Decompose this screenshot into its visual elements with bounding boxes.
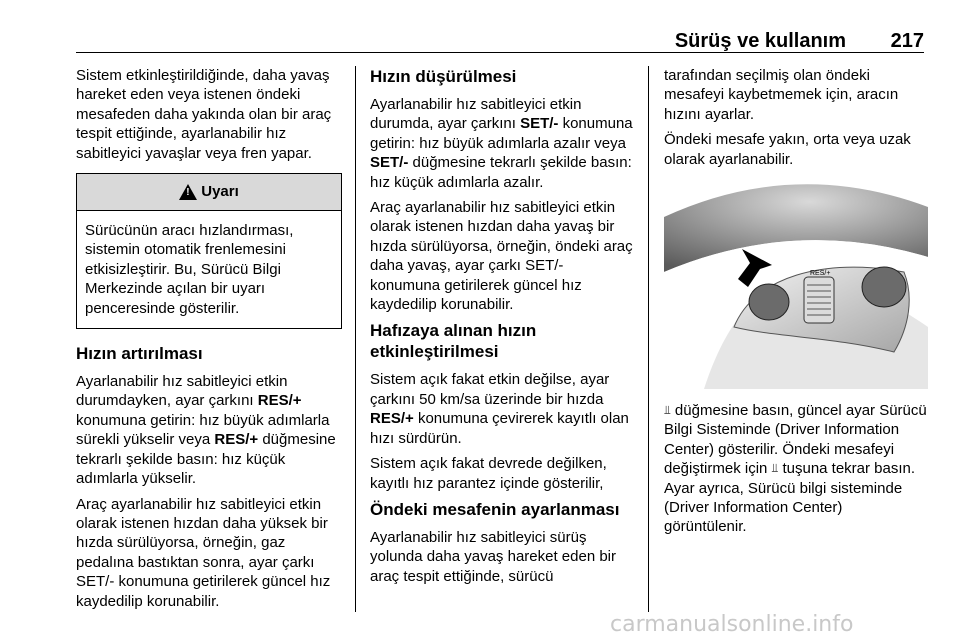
heading-follow-distance: Öndeki mesafenin ayarlanması <box>370 499 620 519</box>
paragraph: Araç ayarlanabilir hız sabitleyici etkin olarak istenen hızdan daha yavaş bir hızda sürülüyorsa, örneğin, öndeki araç daha yavaş, ayar çarkı SET/- konumuna getirilerek güncel hız kaydedilip korunabilir. <box>370 199 633 314</box>
cruise-wheel <box>804 277 834 323</box>
section-title: Sürüş ve kullanım <box>674 30 846 52</box>
column-3 <box>664 66 928 543</box>
paragraph: Sistem açık fakat devrede değilken, kayıtlı hız parantez içinde gösterilir, <box>370 455 607 492</box>
follow-distance-icon: ⫫ <box>771 461 779 476</box>
heading-speed-decrease: Hızın düşürülmesi <box>370 67 517 86</box>
page-number: 217 <box>890 30 924 52</box>
cruise-button-left <box>749 284 789 320</box>
header-rule <box>76 52 924 53</box>
distance-button <box>862 267 906 307</box>
watermark: carmanualsonline.info <box>610 612 854 637</box>
warning-header <box>77 174 341 211</box>
heading-resume-speed: Hafızaya alınan hızın etkinleştirilmesi <box>370 321 537 362</box>
paragraph: Araç ayarlanabilir hız sabitleyici etkin olarak istenen hızdan daha yüksek bir hızda sürülüyorsa, örneğin, gaz pedalına bastıktan sonra, ayar çarkı SET/- konumuna getirilerek güncel hız kaydedilip korunabilir. <box>76 495 331 610</box>
heading-speed-increase: Hızın artırılması <box>76 344 203 364</box>
paragraph: ⫫ düğmesine basın, güncel ayar Sürücü Bilgi Sisteminde (Driver Information Center) gösterilir. Öndeki mesafeyi değiştirmek için ⫫ tuşuna tekrar basın. Ayar ayrıca, Sürücü bilgi sisteminde (Driver Information Center) görüntülenir. <box>664 402 927 536</box>
page-header <box>76 30 924 54</box>
column-divider <box>648 66 649 612</box>
column-divider <box>355 66 356 612</box>
paragraph: Ayarlanabilir hız sabitleyici sürüş yolunda daha yavaş hareket eden bir araç tespit ettiğinde, sürücü <box>370 528 617 585</box>
steering-wheel-figure <box>664 177 928 389</box>
paragraph: Sistem açık fakat etkin değilse, ayar çarkını 50 km/sa üzerinde bir hızda RES/+ konumuna çevirerek kayıtlı olan hızı sürdürün. <box>370 371 629 447</box>
warning-title: Uyarı <box>201 183 239 201</box>
warning-triangle-icon: ! <box>179 184 197 200</box>
follow-distance-icon: ⫫ <box>664 403 671 418</box>
paragraph: Öndeki mesafe yakın, orta veya uzak olarak ayarlanabilir. <box>664 131 911 168</box>
intro-paragraph: Sistem etkinleştirildiğinde, daha yavaş hareket eden veya istenen öndeki mesafeden daha yakında olan bir araç tespit ettiğinde, ayarlanabilir hız sabitleyici yavaşlar veya fren yapar. <box>76 67 332 162</box>
steering-wheel-illustration <box>664 177 928 389</box>
paragraph: Ayarlanabilir hız sabitleyici etkin durumdayken, ayar çarkını RES/+ konumuna getirin: hız büyük adımlarla sürekli yükselir veya RES/+ düğmesine tekrarlı şekilde basın: hız küçük adımlarla yükselir. <box>76 373 336 488</box>
paragraph: Ayarlanabilir hız sabitleyici etkin durumda, ayar çarkını SET/- konumuna getirin: hız büyük adımlarla azalır veya SET/- düğmesine tekrarlı şekilde basın: hız küçük adımlarla azalır. <box>370 96 633 191</box>
column-1 <box>76 66 342 617</box>
warning-body: Sürücünün aracı hızlandırması, sistemin otomatik frenlemesini etkisizleştirir. Bu, Sürücü Bilgi Merkezinde açılan bir uyarı penceresinde gösterilir. <box>85 222 294 317</box>
column-2 <box>370 66 634 592</box>
figure-res-label: RES/+ <box>810 270 831 278</box>
paragraph: tarafından seçilmiş olan öndeki mesafeyi kaybetmemek için, aracın hızını ayarlar. <box>664 67 899 123</box>
warning-box <box>76 173 342 329</box>
